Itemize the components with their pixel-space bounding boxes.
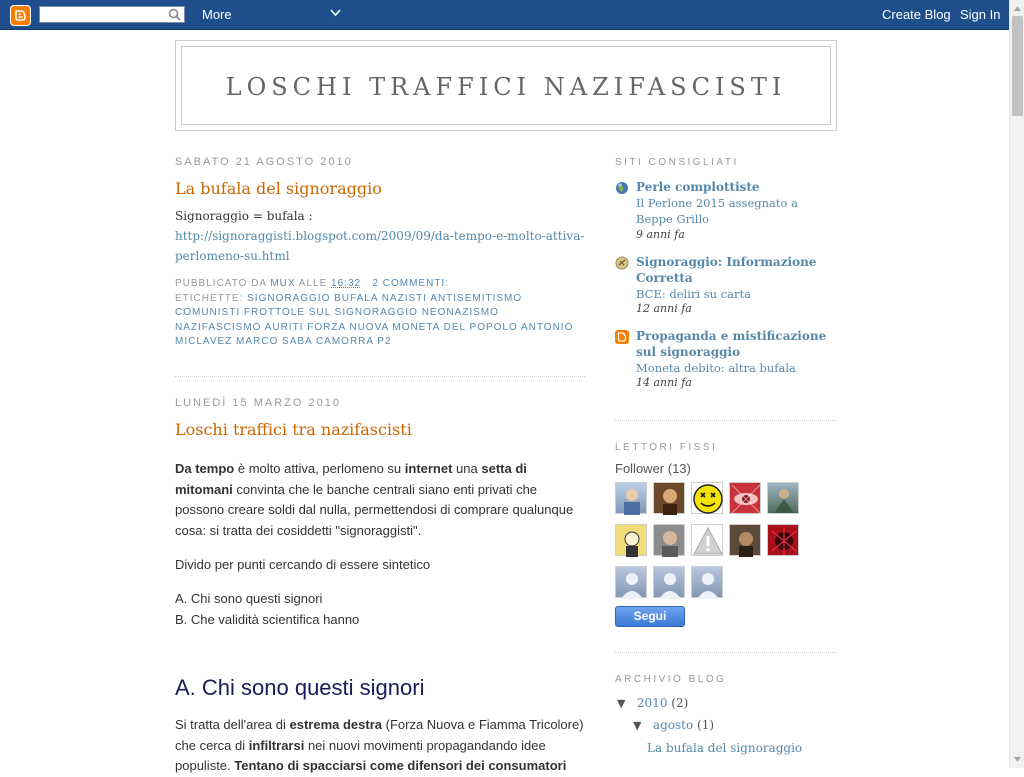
- text: una: [452, 461, 482, 476]
- follower-avatar[interactable]: [653, 482, 685, 514]
- post-link-line1[interactable]: http://signoraggisti.blogspot.com/2009/09/da-tempo-e-molto-attiva-: [175, 229, 585, 243]
- sidebar-heading: SITI CONSIGLIATI: [615, 157, 739, 168]
- post-labels[interactable]: SIGNORAGGIO BUFALA NAZISTI ANTISEMITISMO COMUNISTI FROTTOLE SUL SIGNORAGGIO NEONAZISMO NAZIFASCISMO AURITI FORZA NUOVA MONETA DEL POPOLO ANTONIO MICLAVEZ MARCO SABA CAMORRA P2: [175, 292, 574, 347]
- archive-month-link[interactable]: agosto: [652, 718, 694, 732]
- comments-link[interactable]: 2 COMMENTI:: [372, 278, 449, 289]
- post-title[interactable]: La bufala del signoraggio: [175, 179, 382, 198]
- follower-avatar[interactable]: [653, 566, 685, 598]
- section-heading: A. Chi sono questi signori: [175, 675, 425, 700]
- text: (Forza Nuova e Fiamma Tricolore) che cerca di: [175, 717, 584, 753]
- toggle-expanded-icon[interactable]: ▼: [633, 719, 642, 732]
- bloglist-title-link[interactable]: Signoraggio: Informazione Corretta: [636, 255, 817, 285]
- blog-header: [175, 40, 837, 131]
- post-title[interactable]: Loschi traffici tra nazifascisti: [175, 420, 412, 439]
- bloglist-post-link[interactable]: BCE: deliri su carta: [636, 287, 751, 301]
- text: è molto attiva, perlomeno su: [234, 461, 405, 476]
- follower-avatar[interactable]: [615, 566, 647, 598]
- follower-avatar[interactable]: [767, 482, 799, 514]
- sidebar-heading: ARCHIVIO BLOG: [615, 674, 727, 685]
- labels-prefix: ETICHETTE:: [175, 292, 244, 304]
- bold-text: estrema destra: [289, 717, 382, 732]
- bloglist-age: 9 anni fa: [636, 228, 685, 241]
- post-time-link[interactable]: 16:32: [331, 278, 362, 289]
- text: nei nuovi movimenti propagandando idee populiste.: [175, 737, 546, 773]
- post-paragraph: [175, 459, 585, 541]
- bold-text: Da tempo: [175, 461, 235, 476]
- post-link-line2[interactable]: perlomeno-su.html: [175, 249, 290, 263]
- sidebar-separator: [615, 420, 837, 421]
- archive-year-count: (2): [671, 696, 689, 710]
- bold-text: internet: [404, 461, 453, 476]
- create-blog-link[interactable]: Create Blog: [882, 7, 951, 22]
- follower-avatar[interactable]: [729, 524, 761, 556]
- blogger-logo-icon[interactable]: [10, 5, 31, 26]
- post-list: [175, 589, 585, 630]
- search-icon[interactable]: [168, 8, 181, 21]
- archive-year-row: [617, 696, 688, 710]
- follower-avatar[interactable]: [729, 482, 761, 514]
- list-item: A. Chi sono questi signori: [175, 591, 323, 606]
- bloglist-title-link[interactable]: Perle complottiste: [636, 180, 760, 194]
- follow-button[interactable]: Segui: [615, 606, 685, 627]
- more-menu[interactable]: More: [202, 7, 232, 22]
- follower-avatar[interactable]: [691, 524, 723, 556]
- bold-text: setta di mitomani: [175, 461, 527, 497]
- toggle-expanded-icon[interactable]: ▼: [617, 697, 626, 710]
- post-footer: [175, 277, 585, 350]
- posted-by-label: PUBBLICATO DA: [175, 278, 267, 289]
- post-separator: [175, 376, 585, 377]
- blogger-icon: [615, 330, 629, 344]
- text: convinta che le banche centrali siano enti privati che possono creare soldi dal nulla, permettendosi di comprare qualunque cosa: si tratta dei cosiddetti "signoraggisti".: [175, 481, 574, 538]
- author-link[interactable]: MUX: [270, 278, 296, 289]
- bloglist-title-link[interactable]: Propaganda e mistificazione sul signoraggio: [636, 329, 827, 359]
- scroll-down-icon[interactable]: [1013, 755, 1022, 764]
- sign-in-link[interactable]: Sign In: [960, 7, 1001, 22]
- globe-icon: [615, 181, 629, 195]
- post-date-header: SABATO 21 AGOSTO 2010: [175, 156, 353, 168]
- chevron-down-icon[interactable]: [330, 9, 341, 17]
- follower-avatar[interactable]: [653, 524, 685, 556]
- archive-year-link[interactable]: 2010: [636, 696, 668, 710]
- at-label: ALLE: [298, 278, 328, 289]
- follower-avatar[interactable]: [615, 524, 647, 556]
- bloglist-post-link[interactable]: Moneta debito: altra bufala: [636, 361, 796, 375]
- scroll-up-icon[interactable]: [1013, 4, 1022, 13]
- blog-title[interactable]: LOSCHI TRAFFICI NAZIFASCISTI: [225, 73, 787, 101]
- page-scrollbar[interactable]: [1009, 0, 1024, 768]
- follower-avatar[interactable]: [691, 482, 723, 514]
- archive-month-row: [633, 718, 714, 732]
- post-body: [175, 206, 585, 266]
- post-footer-line: [175, 277, 585, 292]
- bloglist-age: 14 anni fa: [636, 376, 692, 389]
- follower-avatar[interactable]: [691, 566, 723, 598]
- blogger-navbar: [0, 0, 1009, 30]
- archive-month-count: (1): [697, 718, 715, 732]
- navbar-search-input[interactable]: [39, 6, 185, 23]
- list-item: B. Che validità scientifica hanno: [175, 611, 360, 627]
- text: Si tratta dell'area di: [175, 717, 290, 732]
- labels-line: [175, 292, 585, 350]
- post-paragraph: Divido per punti cercando di essere sintetico: [175, 557, 431, 572]
- bloglist-age: 12 anni fa: [636, 302, 692, 315]
- post-body-text: Signoraggio = bufala :: [175, 209, 313, 223]
- sidebar-separator: [615, 652, 837, 653]
- post-date-header: LUNEDÌ 15 MARZO 2010: [175, 397, 341, 409]
- blog-header-inner: [181, 46, 831, 125]
- sidebar-heading: LETTORI FISSI: [615, 442, 718, 453]
- bloglist-post-link[interactable]: Il Perlone 2015 assegnato a Beppe Grillo: [636, 196, 798, 226]
- post-paragraph: [175, 715, 585, 777]
- followers-count: Follower (13): [615, 461, 691, 476]
- follower-avatar[interactable]: [767, 524, 799, 556]
- follower-avatar[interactable]: [615, 482, 647, 514]
- bold-text: infiltrarsi: [248, 737, 305, 753]
- bold-text: Tentano di spacciarsi come difensori dei consumatori: [234, 758, 567, 773]
- post-link[interactable]: [175, 226, 585, 266]
- site-favicon-icon: [615, 256, 629, 270]
- archive-post-link[interactable]: La bufala del signoraggio: [647, 741, 803, 755]
- scrollbar-thumb[interactable]: [1012, 16, 1023, 116]
